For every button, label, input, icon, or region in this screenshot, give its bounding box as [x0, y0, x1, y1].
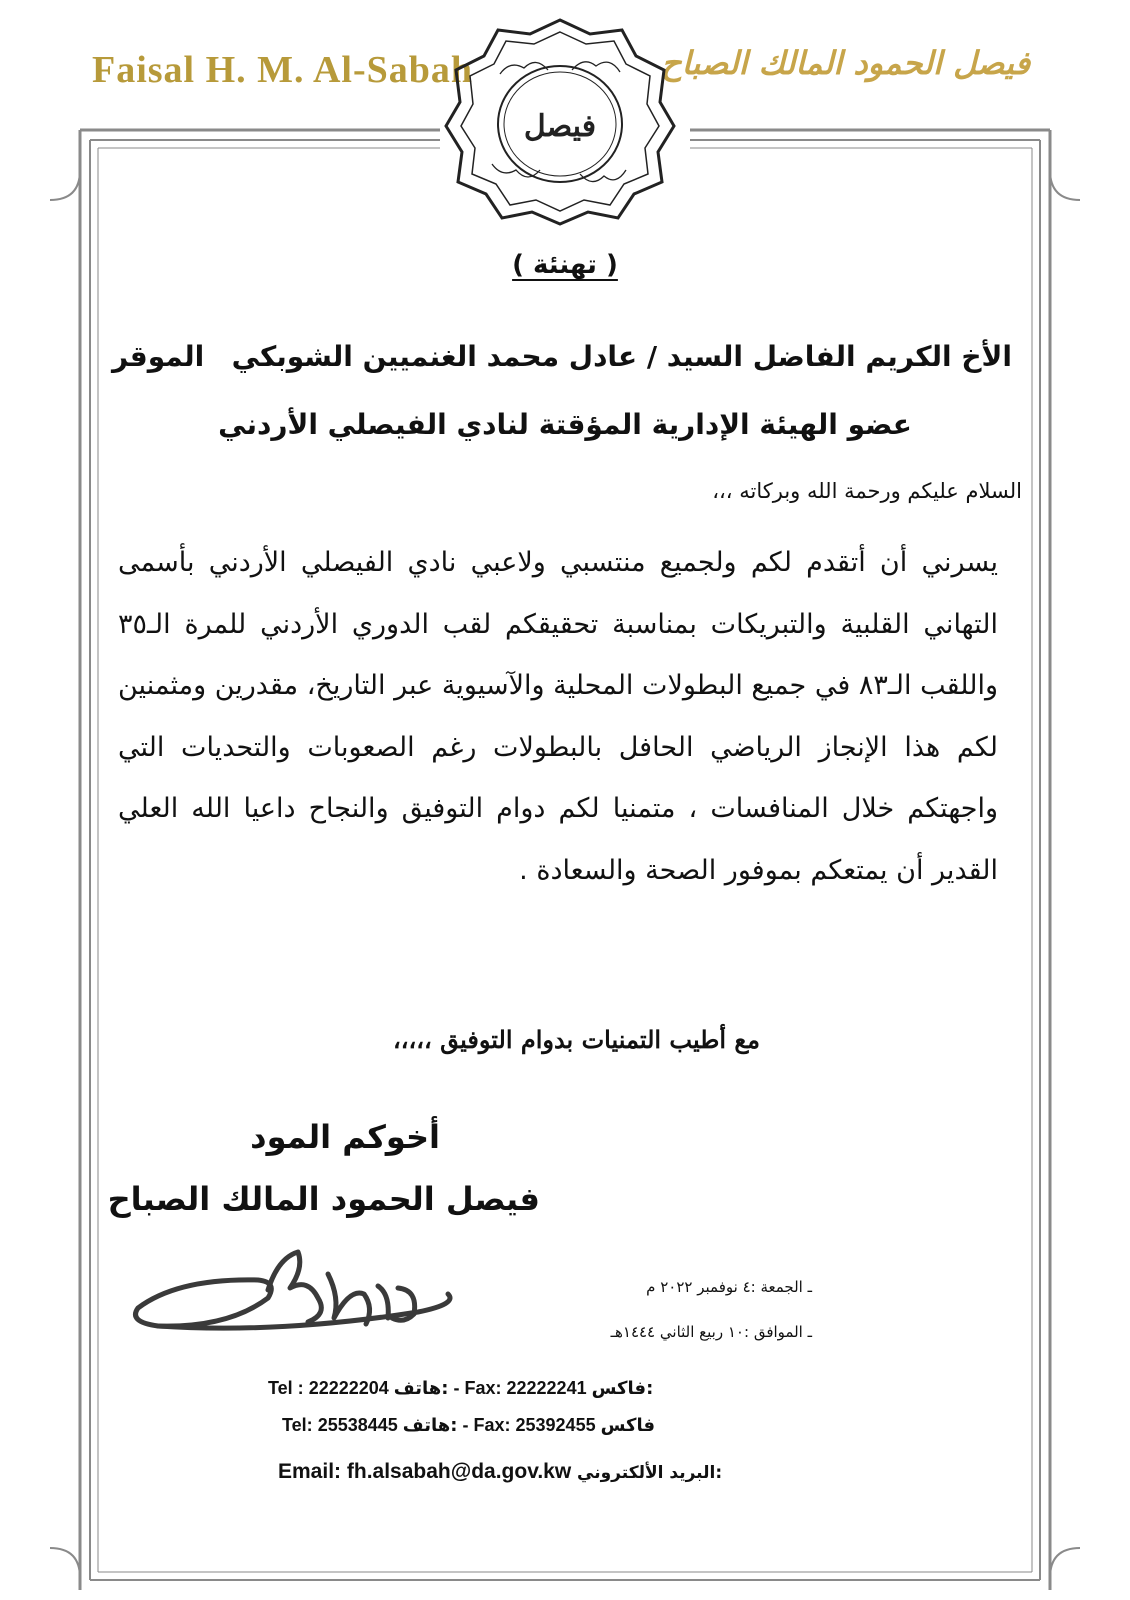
letterhead-name-arabic-logo: فيصل الحمود المالك الصباح	[661, 44, 1030, 82]
recipient-honorific: الموقر	[112, 340, 205, 373]
tel-number: 25538445	[317, 1415, 398, 1435]
email-address[interactable]: fh.alsabah@da.gov.kw	[346, 1460, 572, 1483]
letterhead-name-english: Faisal H. M. Al-Sabah	[92, 49, 473, 91]
fax-label-ar: فاكس	[600, 1415, 656, 1436]
seal-monogram: فيصل	[523, 109, 597, 144]
recipient-role: عضو الهيئة الإدارية المؤقتة لنادي الفيصلي الأردني	[218, 408, 912, 441]
signer-name: فيصل الحمود المالك الصباح	[107, 1180, 540, 1218]
contact-line-1	[268, 1378, 653, 1399]
tel-label-en: Tel:	[282, 1415, 313, 1435]
separator: -	[462, 1415, 469, 1435]
fax-label-en: Fax:	[473, 1415, 511, 1435]
date-hijri: ـ الموافق :١٠ ربيع الثاني ١٤٤٤هـ	[610, 1323, 812, 1341]
tel-label-en: Tel :	[268, 1378, 304, 1398]
letter-title-text: ( تهنئة )	[512, 250, 618, 280]
contact-email-line	[278, 1460, 722, 1484]
sign-off: أخوكم المود	[250, 1118, 440, 1156]
separator: -	[453, 1378, 460, 1398]
contact-line-2	[282, 1415, 655, 1436]
recipient-line	[112, 340, 1012, 373]
greeting: السلام عليكم ورحمة الله وبركاته ،،،	[712, 479, 1022, 503]
tel-label-ar: هاتف:	[393, 1378, 449, 1399]
closing-line: مع أطيب التمنيات بدوام التوفيق ،،،،،	[393, 1025, 760, 1054]
fax-number: 25392455	[515, 1415, 596, 1435]
letter-body: يسرني أن أتقدم لكم ولجميع منتسبي ولاعبي نادي الفيصلي الأردني بأسمى التهاني القلبية والتبريكات بمناسبة تحقيقكم لقب الدوري الأردني للمرة الـ٣٥ واللقب الـ٨٣ في جميع البطولات المحلية والآسيوية عبر التاريخ، مقدرين ومثمنين لكم هذا الإنجاز الرياضي الحافل بالبطولات رغم الصعوبات والتحديات التي واجهتكم خلال المنافسات ، متمنيا لكم دوام التوفيق والنجاح داعيا الله العلي القدير أن يمتعكم بموفور الصحة والسعادة .	[118, 547, 998, 886]
handwritten-signature	[118, 1238, 478, 1358]
emblem-seal-icon	[440, 14, 680, 228]
fax-number: 22222241	[506, 1378, 587, 1398]
email-label-ar: البريد الألكتروني:	[577, 1463, 723, 1483]
fax-label-en: Fax:	[464, 1378, 502, 1398]
recipient-name: الأخ الكريم الفاضل السيد / عادل محمد الغنميين الشوبكي	[231, 340, 1012, 373]
tel-label-ar: هاتف:	[402, 1415, 458, 1436]
email-label-en: Email:	[278, 1460, 342, 1483]
letter-title	[0, 250, 1130, 280]
date-gregorian: ـ الجمعة :٤ نوفمبر ٢٠٢٢ م	[646, 1278, 812, 1296]
tel-number: 22222204	[308, 1378, 389, 1398]
fax-label-ar: فاكس:	[591, 1378, 654, 1399]
